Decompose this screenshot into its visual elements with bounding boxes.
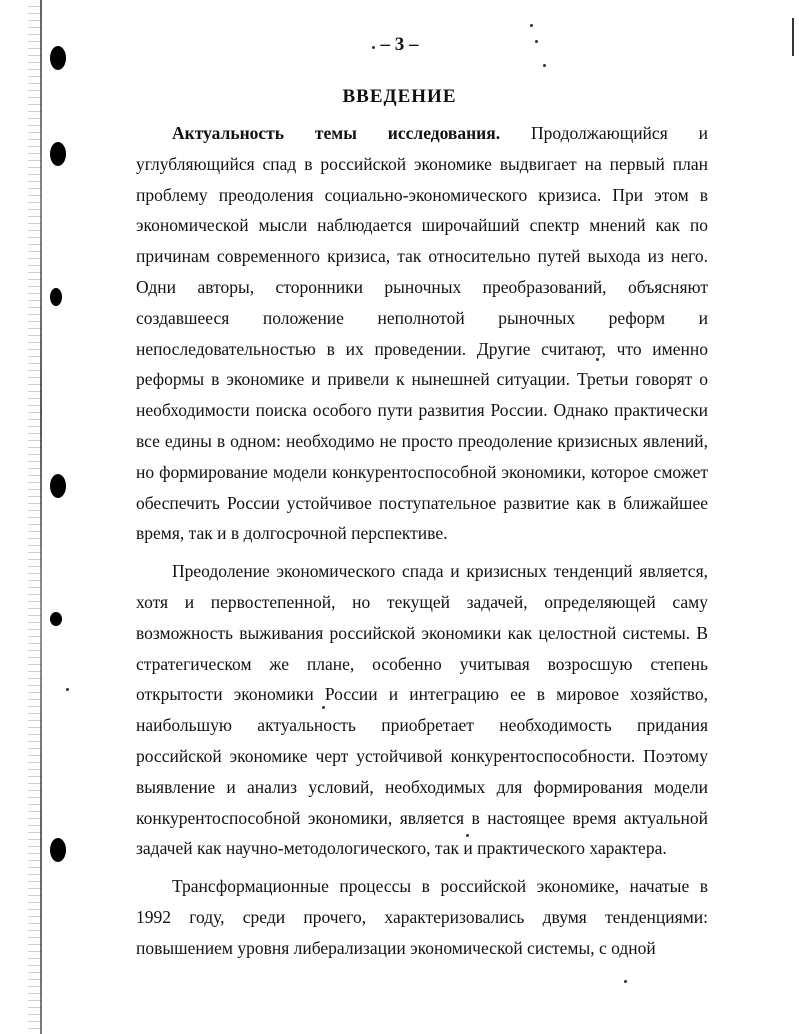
binding-hole-2 — [50, 142, 66, 166]
scan-speck — [543, 64, 546, 67]
scan-speck — [624, 980, 627, 983]
binding-hole-5 — [50, 612, 62, 626]
paragraph-1-text: Продолжающийся и углубляющийся спад в российской экономике выдвигает на первый план проблему преодоления социально-экономического кризиса. При этом в экономической мысли наблюдается широчайший спектр мнений как по причинам современного кризиса, так относительно путей выхода из него. Одни авторы, сторонники рыночных преобразований, объясняют создавшееся положение неполнотой рыночных реформ и непоследовательностью в их проведении. Другие считают, что именно реформы в экономике и привели к нынешней ситуации. Третьи говорят о необходимости поиска особого пути развития России. Однако практически все едины в одном: необходимо не просто преодоление кризисных явлений, но формирование модели конкурентоспособной экономики, которое сможет обеспечить России устойчивое поступательное развитие как в ближайшее время, так и в долгосрочной перспективе. — [136, 123, 708, 544]
page-title: ВВЕДЕНИЕ — [342, 86, 457, 107]
paragraph-1 — [136, 118, 708, 549]
binding-hole-3 — [50, 288, 62, 306]
paragraph-3: Трансформационные процессы в российской экономике, начатые в 1992 году, среди прочего, характеризовались двумя тенденциями: повышением уровня либерализации экономической системы, с одной — [136, 876, 708, 958]
scan-speck — [530, 24, 533, 27]
page-number: – 3 – — [380, 34, 419, 55]
scan-binding-line — [40, 0, 42, 1034]
paragraph-1-lead: Актуальность темы исследования. — [172, 123, 501, 143]
binding-hole-4 — [50, 474, 66, 498]
scan-speck — [66, 688, 69, 691]
binding-hole-6 — [50, 838, 66, 862]
body-text — [136, 118, 708, 971]
paragraph-2: Преодоление экономического спада и кризисных тенденций является, хотя и первостепенной, но текущей задачей, определяющей саму возможность выживания российской экономики как целостной системы. В стратегическом же плане, особенно учитывая возросшую степень открытости экономики России и интеграцию ее в мировое хозяйство, наибольшую актуальность приобретает необходимость придания российской экономике черт устойчивой конкурентоспособности. Поэтому выявление и анализ условий, необходимых для формирования модели конкурентоспособной экономики, является в настоящее время актуальной задачей как научно-методологического, так и практического характера. — [136, 561, 708, 859]
